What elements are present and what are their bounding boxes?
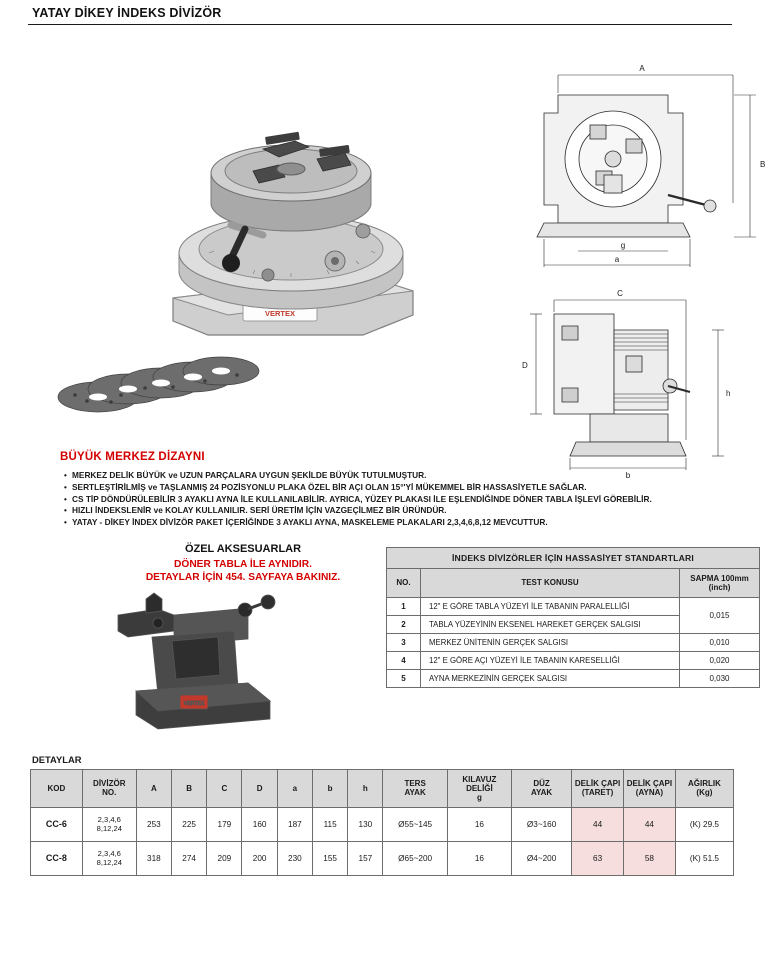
accuracy-row-no: 1 bbox=[387, 597, 421, 615]
cell-agirlik: (K) 51.5 bbox=[675, 841, 733, 875]
svg-text:VERTEX: VERTEX bbox=[183, 700, 205, 707]
cell-duz-ayak: Ø3~160 bbox=[512, 807, 572, 841]
cell-d: 160 bbox=[242, 807, 277, 841]
technical-drawing-front bbox=[518, 55, 768, 285]
col-c: C bbox=[207, 769, 242, 807]
svg-text:g: g bbox=[620, 241, 626, 250]
accuracy-standards-table bbox=[386, 547, 760, 688]
details-title: DETAYLAR bbox=[32, 753, 82, 765]
col-duz-ayak: DÜZ AYAK bbox=[512, 769, 572, 807]
features-list bbox=[64, 470, 732, 529]
col-divizor-no: DİVİZÖR NO. bbox=[82, 769, 136, 807]
cell-a: 318 bbox=[136, 841, 171, 875]
svg-text:VERTEX: VERTEX bbox=[264, 309, 296, 318]
cell-divizor-no: 2,3,4,6 8,12,24 bbox=[82, 807, 136, 841]
page-title: YATAY DİKEY İNDEKS DİVİZÖR bbox=[32, 6, 222, 20]
cell-delik-ayna: 58 bbox=[624, 841, 676, 875]
accuracy-row-value: 0,015 bbox=[680, 597, 760, 633]
accuracy-row-subject: MERKEZ ÜNİTENİN GERÇEK SALGISI bbox=[421, 633, 680, 651]
cell-kod: CC-8 bbox=[31, 841, 83, 875]
table-row bbox=[31, 807, 734, 841]
accessories-and-accuracy bbox=[28, 542, 749, 738]
accuracy-col-value: SAPMA 100mm (inch) bbox=[680, 568, 760, 597]
details-table bbox=[30, 769, 734, 876]
accessories-title: ÖZEL AKSESUARLAR bbox=[184, 542, 302, 555]
accuracy-col-subject: TEST KONUSU bbox=[421, 568, 680, 597]
table-row bbox=[387, 651, 760, 669]
accuracy-row-value: 0,020 bbox=[680, 651, 760, 669]
list-item: • SERTLEŞTİRİLMİŞ ve TAŞLANMIŞ 24 POZİSYONLU PLAKA ÖZEL BİR AÇI OLAN 15°'Yİ MÜKEMMEL BİR HASSASİYETLE SAĞLAR. bbox=[64, 482, 732, 494]
col-delik-capi-taret: DELİK ÇAPI (TARET) bbox=[572, 769, 624, 807]
list-item: • HIZLI İNDEKSLENİR ve KOLAY KULLANILIR. SERİ ÜRETİM İÇİN VAZGEÇİLMEZ BİR ÜRÜNDÜR. bbox=[64, 505, 732, 517]
accuracy-row-subject: 12" E GÖRE TABLA YÜZEYİ İLE TABANIN PARALELLİĞİ bbox=[421, 597, 680, 615]
cell-divizor-no: 2,3,4,6 8,12,24 bbox=[82, 841, 136, 875]
cell-b: 225 bbox=[171, 807, 206, 841]
list-item: • YATAY - DİKEY İNDEX DİVİZÖR PAKET İÇERİĞİNDE 3 AYAKLI AYNA, MASKELEME PLAKALARI 2,3,4,6,8,12 MEVCUTTUR. bbox=[64, 517, 732, 529]
table-row bbox=[387, 669, 760, 687]
accuracy-row-value: 0,010 bbox=[680, 633, 760, 651]
accuracy-row-subject: 12" E GÖRE AÇI YÜZEYİ İLE TABANIN KARESELLİĞİ bbox=[421, 651, 680, 669]
accuracy-row-no: 3 bbox=[387, 633, 421, 651]
cell-delik-ayna: 44 bbox=[624, 807, 676, 841]
svg-text:a: a bbox=[614, 255, 620, 264]
svg-text:h: h bbox=[726, 389, 731, 398]
cell-c: 179 bbox=[207, 807, 242, 841]
cell-b-small: 115 bbox=[312, 807, 347, 841]
cell-a-small: 230 bbox=[277, 841, 312, 875]
list-item: • CS TİP DÖNDÜRÜLEBİLİR 3 AYAKLI AYNA İLE KULLANILABİLİR. AYRICA, YÜZEY PLAKASI İLE EŞLENDİĞİNDE DÖNER TABLA İŞLEVİ GÖREBİLİR. bbox=[64, 494, 732, 506]
technical-drawing-side bbox=[518, 290, 768, 480]
accuracy-row-no: 2 bbox=[387, 615, 421, 633]
accessories-line2: DETAYLAR İÇİN 454. SAYFAYA BAKINIZ. bbox=[145, 572, 341, 584]
accessory-photo bbox=[88, 579, 318, 734]
cell-h: 157 bbox=[348, 841, 383, 875]
accessories-line1: DÖNER TABLA İLE AYNIDIR. bbox=[174, 558, 312, 570]
svg-text:C: C bbox=[617, 289, 623, 298]
features-heading: BÜYÜK MERKEZ DİZAYNI bbox=[60, 451, 205, 463]
cell-kilavuz: 16 bbox=[447, 807, 511, 841]
table-row bbox=[31, 841, 734, 875]
cell-b-small: 155 bbox=[312, 841, 347, 875]
accuracy-row-no: 5 bbox=[387, 669, 421, 687]
accuracy-col-no: NO. bbox=[387, 568, 421, 597]
cell-a: 253 bbox=[136, 807, 171, 841]
accuracy-row-value: 0,030 bbox=[680, 669, 760, 687]
col-b: B bbox=[171, 769, 206, 807]
cell-a-small: 187 bbox=[277, 807, 312, 841]
product-photo bbox=[113, 53, 453, 353]
svg-text:A: A bbox=[639, 64, 645, 73]
cell-c: 209 bbox=[207, 841, 242, 875]
col-h: h bbox=[348, 769, 383, 807]
cell-h: 130 bbox=[348, 807, 383, 841]
cell-delik-taret: 63 bbox=[572, 841, 624, 875]
col-kod: KOD bbox=[31, 769, 83, 807]
cell-kod: CC-6 bbox=[31, 807, 83, 841]
cell-delik-taret: 44 bbox=[572, 807, 624, 841]
accuracy-row-subject: AYNA MERKEZİNİN GERÇEK SALGISI bbox=[421, 669, 680, 687]
col-a-small: a bbox=[277, 769, 312, 807]
col-b-small: b bbox=[312, 769, 347, 807]
cell-agirlik: (K) 29.5 bbox=[675, 807, 733, 841]
table-row bbox=[387, 597, 760, 615]
accuracy-table-title: İNDEKS DİVİZÖRLER İÇİN HASSASİYET STANDARTLARI bbox=[387, 547, 760, 568]
table-row bbox=[387, 633, 760, 651]
col-ters-ayak: TERS AYAK bbox=[383, 769, 447, 807]
col-delik-capi-ayna: DELİK ÇAPI (AYNA) bbox=[624, 769, 676, 807]
index-plates-photo bbox=[53, 345, 273, 425]
cell-duz-ayak: Ø4~200 bbox=[512, 841, 572, 875]
cell-kilavuz: 16 bbox=[447, 841, 511, 875]
cell-ters-ayak: Ø55~145 bbox=[383, 807, 447, 841]
list-item: • MERKEZ DELİK BÜYÜK ve UZUN PARÇALARA UYGUN ŞEKİLDE BÜYÜK TUTULMUŞTUR. bbox=[64, 470, 732, 482]
svg-text:b: b bbox=[625, 471, 631, 480]
svg-text:D: D bbox=[522, 361, 528, 370]
col-d: D bbox=[242, 769, 277, 807]
accuracy-row-no: 4 bbox=[387, 651, 421, 669]
col-kilavuz-deligi: KILAVUZ DELİĞİ g bbox=[447, 769, 511, 807]
cell-d: 200 bbox=[242, 841, 277, 875]
svg-text:B: B bbox=[760, 160, 766, 169]
col-agirlik: AĞIRLIK (Kg) bbox=[675, 769, 733, 807]
col-a: A bbox=[136, 769, 171, 807]
accuracy-row-subject: TABLA YÜZEYİNİN EKSENEL HAREKET GERÇEK SALGISI bbox=[421, 615, 680, 633]
cell-b: 274 bbox=[171, 841, 206, 875]
cell-ters-ayak: Ø65~200 bbox=[383, 841, 447, 875]
